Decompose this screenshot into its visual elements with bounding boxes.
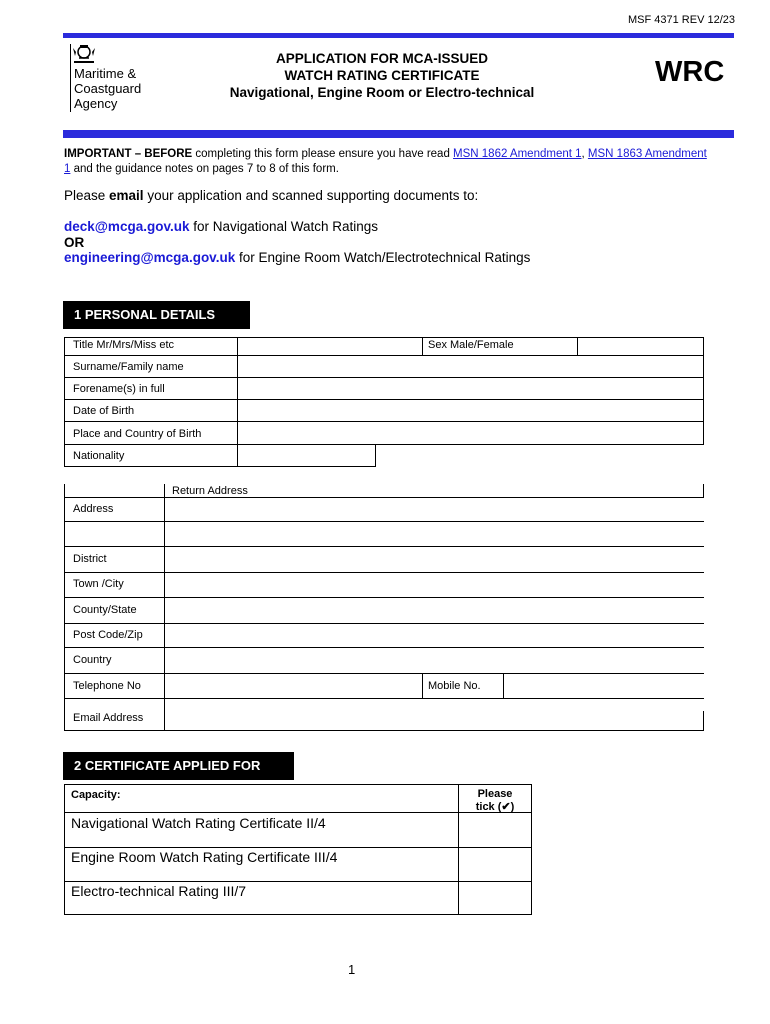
email-intro bbox=[64, 188, 478, 203]
form-reference: MSF 4371 REV 12/23 bbox=[627, 14, 735, 26]
tick-box-electro-technical[interactable] bbox=[459, 882, 531, 914]
country-label: Country bbox=[73, 654, 112, 666]
form-title bbox=[200, 50, 564, 101]
town-field[interactable] bbox=[165, 573, 703, 597]
capacity-row-navigational: Navigational Watch Rating Certificate II/4 bbox=[71, 815, 326, 831]
mobile-label: Mobile No. bbox=[428, 680, 481, 692]
agency-name bbox=[74, 66, 141, 111]
forenames-field[interactable] bbox=[238, 378, 703, 399]
title-line-3: Navigational, Engine Room or Electro-technical bbox=[229, 85, 535, 100]
telephone-field[interactable] bbox=[165, 674, 422, 698]
msn-1862-link[interactable]: MSN 1862 Amendment 1 bbox=[453, 148, 582, 160]
deck-email-text: for Navigational Watch Ratings bbox=[189, 219, 379, 234]
email-intro-bold: email bbox=[109, 188, 144, 203]
or-label: OR bbox=[64, 235, 85, 250]
engineering-email-line bbox=[64, 250, 530, 265]
email-address-field[interactable] bbox=[165, 711, 703, 730]
email-intro-pre: Please bbox=[64, 188, 110, 203]
deck-email-line bbox=[64, 219, 378, 234]
engineering-email-text: for Engine Room Watch/Electrotechnical Ratings bbox=[235, 250, 531, 265]
title-line-2: WATCH RATING CERTIFICATE bbox=[284, 68, 480, 83]
engineering-email-link[interactable]: engineering@mcga.gov.uk bbox=[64, 250, 236, 265]
notice-lead: IMPORTANT – BEFORE bbox=[64, 148, 193, 160]
important-notice bbox=[64, 147, 712, 177]
pob-label: Place and Country of Birth bbox=[73, 428, 202, 440]
postcode-field[interactable] bbox=[165, 624, 703, 647]
notice-text: completing this form please ensure you have read bbox=[192, 148, 454, 160]
capacity-label: Capacity: bbox=[71, 789, 121, 801]
grid-line bbox=[64, 730, 704, 731]
capacity-table bbox=[64, 784, 532, 915]
surname-label: Surname/Family name bbox=[73, 361, 184, 373]
nationality-field[interactable] bbox=[238, 445, 375, 466]
return-address-label: Return Address bbox=[172, 485, 248, 497]
title-line-1: APPLICATION FOR MCA-ISSUED bbox=[276, 51, 488, 66]
grid-line bbox=[422, 337, 423, 355]
agency-name-line-1: Maritime & bbox=[74, 66, 137, 81]
surname-field[interactable] bbox=[238, 356, 703, 377]
district-label: District bbox=[73, 553, 107, 565]
forenames-label: Forename(s) in full bbox=[73, 383, 165, 395]
page-number: 1 bbox=[348, 962, 356, 977]
section-2-heading: 2 CERTIFICATE APPLIED FOR bbox=[63, 752, 294, 780]
county-field[interactable] bbox=[165, 598, 703, 623]
dob-label: Date of Birth bbox=[73, 405, 135, 417]
agency-name-line-3: Agency bbox=[74, 96, 118, 111]
notice-comma: , bbox=[581, 148, 588, 160]
section-1-heading: 1 PERSONAL DETAILS bbox=[63, 301, 250, 329]
grid-line bbox=[64, 337, 65, 467]
top-accent-bar bbox=[63, 33, 734, 38]
tick-box-engine-room[interactable] bbox=[459, 848, 531, 881]
royal-crest-icon bbox=[70, 44, 98, 66]
tick-header-line-1: Please bbox=[477, 788, 513, 800]
nationality-label: Nationality bbox=[73, 450, 125, 462]
grid-line bbox=[64, 466, 375, 467]
address-label: Address bbox=[73, 503, 114, 515]
dob-field[interactable] bbox=[238, 400, 703, 421]
notice-text-end: and the guidance notes on pages 7 to 8 of this form. bbox=[70, 163, 339, 175]
form-badge: WRC bbox=[655, 56, 725, 88]
tick-box-navigational[interactable] bbox=[459, 813, 531, 847]
title-label: Title Mr/Mrs/Miss etc bbox=[73, 339, 175, 351]
country-field[interactable] bbox=[165, 648, 703, 673]
grid-line bbox=[703, 711, 704, 730]
agency-name-line-2: Coastguard bbox=[74, 81, 142, 96]
grid-line bbox=[703, 484, 704, 497]
title-field[interactable] bbox=[238, 338, 422, 355]
tick-header-line-2: tick (✔) bbox=[475, 801, 515, 813]
grid-line bbox=[64, 444, 704, 445]
deck-email-link[interactable]: deck@mcga.gov.uk bbox=[64, 219, 190, 234]
town-label: Town /City bbox=[73, 578, 124, 590]
pob-field[interactable] bbox=[238, 422, 703, 444]
county-label: County/State bbox=[73, 604, 137, 616]
grid-line bbox=[422, 673, 423, 698]
email-address-label: Email Address bbox=[73, 712, 144, 724]
agency-logo bbox=[66, 44, 176, 116]
sex-field[interactable] bbox=[578, 338, 703, 355]
capacity-row-electro-technical: Electro-technical Rating III/7 bbox=[71, 883, 247, 899]
telephone-label: Telephone No bbox=[73, 680, 141, 692]
grid-line bbox=[375, 444, 376, 467]
address-line-2-field[interactable] bbox=[165, 522, 703, 546]
tick-header bbox=[459, 788, 531, 814]
email-intro-post: your application and scanned supporting documents to: bbox=[143, 188, 479, 203]
grid-line bbox=[64, 698, 704, 699]
header-accent-bar bbox=[63, 130, 734, 138]
grid-line bbox=[703, 337, 704, 445]
mobile-field[interactable] bbox=[504, 674, 703, 698]
address-line-1-field[interactable] bbox=[165, 498, 703, 521]
sex-label: Sex Male/Female bbox=[428, 339, 514, 351]
capacity-row-engine-room: Engine Room Watch Rating Certificate III/4 bbox=[71, 849, 338, 865]
logo-divider bbox=[70, 44, 71, 112]
postcode-label: Post Code/Zip bbox=[73, 629, 143, 641]
district-field[interactable] bbox=[165, 547, 703, 572]
msn-1863-link[interactable]: MSN 1863 Amendment 1 bbox=[64, 148, 707, 175]
